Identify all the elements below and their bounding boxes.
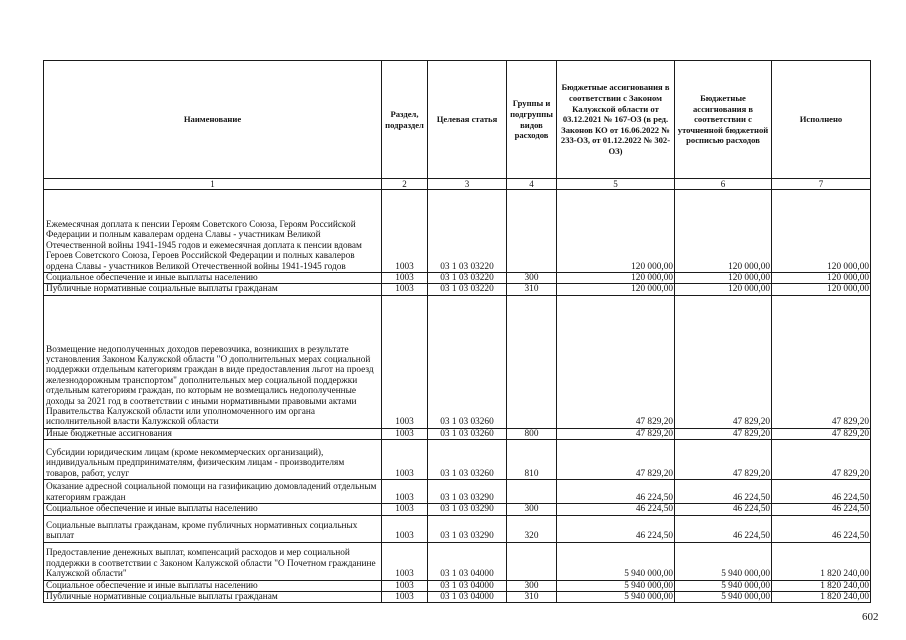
header-section: Раздел, подраздел [382,61,428,179]
row-budget-refined: 120 000,00 [675,284,772,295]
row-article: 03 1 03 03260 [428,440,507,480]
row-budget-law: 120 000,00 [557,273,675,284]
row-section: 1003 [382,542,428,580]
row-name: Социальное обеспечение и иные выплаты населению [44,504,382,515]
row-executed: 46 224,50 [772,480,871,504]
budget-table [43,60,871,603]
row-budget-refined: 47 829,20 [675,440,772,480]
table-row [44,542,871,580]
row-name: Возмещение недополученных доходов перевозчика, возникших в результате установления Законом Калужской области "О дополнительных мерах социальной поддержки отдельным категориям граждан в виде предоставления льгот на проезд железнодорожным транспортом" дополнительных мер социальной поддержки отдельным категориям граждан, по которым не возмещались недополученные доходы за 2021 год в соответствии с иными нормативными правовыми актами Правительства Калужской области или уполномоченного им органа исполнительной власти Калужской области [44,295,382,428]
header-name: Наименование [44,61,382,179]
table-row [44,480,871,504]
row-article: 03 1 03 03220 [428,284,507,295]
row-budget-law: 46 224,50 [557,504,675,515]
row-budget-refined: 5 940 000,00 [675,542,772,580]
row-budget-law: 47 829,20 [557,428,675,439]
column-number: 1 [44,179,382,190]
row-executed: 1 820 240,00 [772,592,871,603]
row-name: Публичные нормативные социальные выплаты гражданам [44,592,382,603]
table-row [44,428,871,439]
column-number: 2 [382,179,428,190]
row-name: Субсидии юридическим лицам (кроме некоммерческих организаций), индивидуальным предпринимателям, физическим лицам - производителям товаров, работ, услуг [44,440,382,480]
row-article: 03 1 03 03290 [428,515,507,542]
row-budget-refined: 46 224,50 [675,480,772,504]
header-executed: Исполнено [772,61,871,179]
row-name: Социальные выплаты гражданам, кроме публичных нормативных социальных выплат [44,515,382,542]
row-budget-refined: 46 224,50 [675,515,772,542]
row-executed: 47 829,20 [772,428,871,439]
page-number: 602 [862,611,879,623]
row-group: 810 [507,440,557,480]
table-row [44,190,871,273]
row-article: 03 1 03 03260 [428,428,507,439]
row-name: Публичные нормативные социальные выплаты гражданам [44,284,382,295]
header-budget-law: Бюджетные ассигнования в соответствии с Законом Калужской области от 03.12.2021 № 167-ОЗ (в ред. Законов КО от 16.06.2022 № 233-ОЗ, от 01.12.2022 № 302-ОЗ) [557,61,675,179]
row-group [507,480,557,504]
table-row [44,273,871,284]
table-row [44,284,871,295]
row-group [507,295,557,428]
column-number-row [44,179,871,190]
row-budget-refined: 5 940 000,00 [675,580,772,591]
row-executed: 120 000,00 [772,284,871,295]
row-section: 1003 [382,190,428,273]
header-article: Целевая статья [428,61,507,179]
row-name: Социальное обеспечение и иные выплаты населению [44,580,382,591]
header-group: Группы и подгруппы видов расходов [507,61,557,179]
column-number: 4 [507,179,557,190]
row-section: 1003 [382,480,428,504]
row-article: 03 1 03 04000 [428,580,507,591]
row-group: 800 [507,428,557,439]
row-section: 1003 [382,504,428,515]
row-article: 03 1 03 03290 [428,480,507,504]
row-budget-law: 5 940 000,00 [557,580,675,591]
row-group [507,542,557,580]
row-executed: 1 820 240,00 [772,542,871,580]
row-budget-law: 46 224,50 [557,480,675,504]
row-section: 1003 [382,580,428,591]
row-executed: 1 820 240,00 [772,580,871,591]
table-row [44,592,871,603]
header-budget-refined: Бюджетные ассигнования в соответствии с уточненной бюджетной росписью расходов [675,61,772,179]
row-section: 1003 [382,273,428,284]
table-row [44,295,871,428]
row-group [507,190,557,273]
row-executed: 46 224,50 [772,504,871,515]
column-number: 6 [675,179,772,190]
row-article: 03 1 03 03220 [428,273,507,284]
row-budget-law: 120 000,00 [557,284,675,295]
row-group: 300 [507,504,557,515]
column-number: 7 [772,179,871,190]
row-group: 300 [507,580,557,591]
row-section: 1003 [382,440,428,480]
row-budget-law: 47 829,20 [557,440,675,480]
row-article: 03 1 03 04000 [428,542,507,580]
row-section: 1003 [382,428,428,439]
table-row [44,440,871,480]
table-row [44,504,871,515]
row-budget-refined: 120 000,00 [675,190,772,273]
row-name: Оказание адресной социальной помощи на газификацию домовладений отдельным категориям граждан [44,480,382,504]
row-section: 1003 [382,295,428,428]
row-budget-law: 5 940 000,00 [557,542,675,580]
row-budget-refined: 5 940 000,00 [675,592,772,603]
row-group: 320 [507,515,557,542]
row-article: 03 1 03 03220 [428,190,507,273]
row-budget-refined: 47 829,20 [675,295,772,428]
row-name: Социальное обеспечение и иные выплаты населению [44,273,382,284]
row-group: 300 [507,273,557,284]
row-group: 310 [507,284,557,295]
row-article: 03 1 03 04000 [428,592,507,603]
row-group: 310 [507,592,557,603]
row-budget-law: 46 224,50 [557,515,675,542]
row-article: 03 1 03 03290 [428,504,507,515]
row-name: Ежемесячная доплата к пенсии Героям Советского Союза, Героям Российской Федерации и полным кавалерам ордена Славы - участникам Великой Отечественной войны 1941-1945 годов и ежемесячная доплата к пенсии вдовам Героев Советского Союза, Героев Российской Федерации и полных кавалеров ордена Славы - участников Великой Отечественной войны 1941-1945 годов [44,190,382,273]
row-executed: 120 000,00 [772,273,871,284]
row-executed: 120 000,00 [772,190,871,273]
column-number: 5 [557,179,675,190]
row-name: Иные бюджетные ассигнования [44,428,382,439]
column-number: 3 [428,179,507,190]
row-executed: 47 829,20 [772,295,871,428]
row-budget-law: 5 940 000,00 [557,592,675,603]
row-budget-refined: 46 224,50 [675,504,772,515]
header-row [44,61,871,179]
row-name: Предоставление денежных выплат, компенсаций расходов и мер социальной поддержки в соответствии с Законом Калужской области "О Почетном гражданине Калужской области" [44,542,382,580]
table-row [44,515,871,542]
row-section: 1003 [382,515,428,542]
table-row [44,580,871,591]
row-section: 1003 [382,592,428,603]
row-budget-refined: 47 829,20 [675,428,772,439]
row-section: 1003 [382,284,428,295]
row-executed: 47 829,20 [772,440,871,480]
row-budget-law: 120 000,00 [557,190,675,273]
row-budget-refined: 120 000,00 [675,273,772,284]
row-article: 03 1 03 03260 [428,295,507,428]
row-budget-law: 47 829,20 [557,295,675,428]
row-executed: 46 224,50 [772,515,871,542]
